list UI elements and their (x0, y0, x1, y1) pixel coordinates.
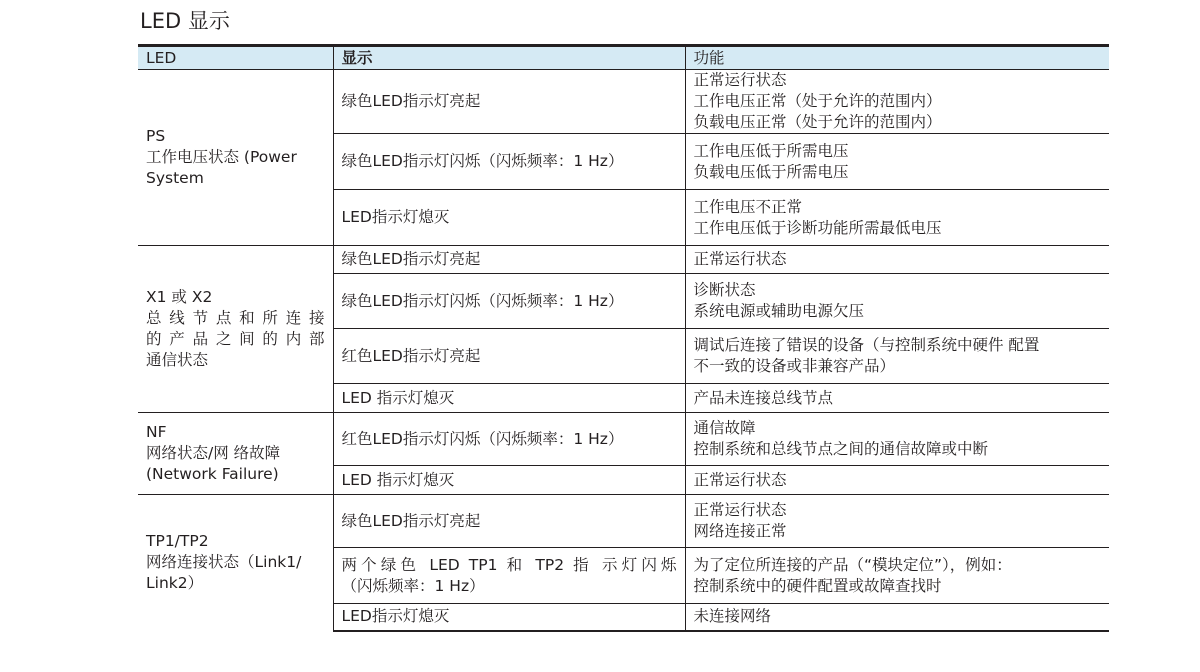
function-line: 工作电压低于所需电压 (693, 141, 849, 160)
display-cell: LED指示灯熄灭 (333, 190, 685, 246)
led-desc: 网络连接状态（Link1/ (146, 553, 302, 572)
function-line: 工作电压正常（处于允许的范围内） (693, 92, 942, 110)
table-row (138, 413, 1109, 466)
function-cell (685, 329, 1109, 384)
function-line: 负载电压低于所需电压 (693, 162, 849, 181)
led-table (138, 44, 1109, 632)
function-cell (685, 70, 1109, 134)
led-desc: 工作电压状态 (Power (146, 148, 297, 166)
display-line: 两个绿色 LED TP1 和 TP2 指 示灯闪烁 (341, 555, 677, 574)
led-name: NF (146, 423, 167, 441)
function-cell (685, 274, 1109, 329)
led-desc: 的产品之间的内部 (146, 330, 325, 348)
led-desc: Link2） (146, 574, 204, 593)
function-line: 正常运行状态 (693, 501, 787, 519)
function-cell (685, 134, 1109, 190)
display-cell: 绿色LED指示灯亮起 (333, 495, 685, 548)
led-desc: 通信状态 (146, 351, 209, 369)
led-desc: System (146, 169, 204, 187)
function-line: 系统电源或辅助电源欠压 (693, 302, 865, 320)
function-line: 负载电压正常（处于允许的范围内） (693, 113, 942, 131)
function-cell (685, 466, 1109, 495)
function-line: 控制系统中的硬件配置或故障查找时 (693, 576, 942, 595)
display-line: （闪烁频率：1 Hz） (341, 576, 485, 595)
function-line: 不一致的设备或非兼容产品） (693, 357, 896, 375)
led-label-cell (138, 413, 333, 495)
display-cell: LED指示灯熄灭 (333, 604, 685, 631)
display-cell: 绿色LED指示灯闪烁（闪烁频率：1 Hz） (333, 274, 685, 329)
function-cell (685, 495, 1109, 548)
table-row (138, 70, 1109, 134)
led-label-cell (138, 495, 333, 631)
function-cell (685, 413, 1109, 466)
display-cell: 绿色LED指示灯亮起 (333, 70, 685, 134)
led-label-cell (138, 70, 333, 246)
function-cell (685, 384, 1109, 413)
function-line: 通信故障 (693, 419, 756, 437)
led-desc: 总线节点和所连接 (146, 309, 325, 327)
function-line: 调试后连接了错误的设备（与控制系统中硬件 配置 (693, 336, 1040, 354)
function-cell (685, 604, 1109, 631)
function-line: 工作电压不正常 (693, 197, 803, 216)
display-cell (333, 548, 685, 604)
function-cell (685, 246, 1109, 274)
display-cell: 红色LED指示灯闪烁（闪烁频率：1 Hz） (333, 413, 685, 466)
display-cell: 绿色LED指示灯亮起 (333, 246, 685, 274)
display-cell: 绿色LED指示灯闪烁（闪烁频率：1 Hz） (333, 134, 685, 190)
function-cell (685, 190, 1109, 246)
header-display: 显示 (333, 46, 685, 70)
display-cell: LED 指示灯熄灭 (333, 384, 685, 413)
function-line: 网络连接正常 (693, 522, 787, 540)
led-name: PS (146, 127, 166, 145)
display-cell: LED 指示灯熄灭 (333, 466, 685, 495)
function-line: 正常运行状态 (693, 250, 787, 268)
table-row (138, 246, 1109, 274)
table-header-row (138, 46, 1109, 70)
display-cell: 红色LED指示灯亮起 (333, 329, 685, 384)
table-row (138, 495, 1109, 548)
table-body (138, 70, 1109, 631)
led-name: TP1/TP2 (146, 532, 209, 551)
function-line: 正常运行状态 (693, 71, 787, 89)
header-led: LED (138, 46, 333, 70)
header-function: 功能 (685, 46, 1109, 70)
led-name: X1 或 X2 (146, 288, 213, 306)
function-line: 未连接网络 (693, 607, 772, 626)
function-line: 控制系统和总线节点之间的通信故障或中断 (693, 440, 989, 458)
function-line: 诊断状态 (693, 281, 756, 299)
function-line: 为了定位所连接的产品（“模块定位”），例如： (693, 555, 1012, 574)
function-cell (685, 548, 1109, 604)
led-desc: (Network Failure) (146, 465, 279, 483)
led-label-cell (138, 246, 333, 413)
function-line: 正常运行状态 (693, 470, 787, 489)
function-line: 产品未连接总线节点 (693, 388, 834, 407)
function-line: 工作电压低于诊断功能所需最低电压 (693, 218, 942, 237)
page-title: LED 显示 (140, 9, 230, 33)
led-desc: 网络状态/网 络故障 (146, 444, 281, 462)
